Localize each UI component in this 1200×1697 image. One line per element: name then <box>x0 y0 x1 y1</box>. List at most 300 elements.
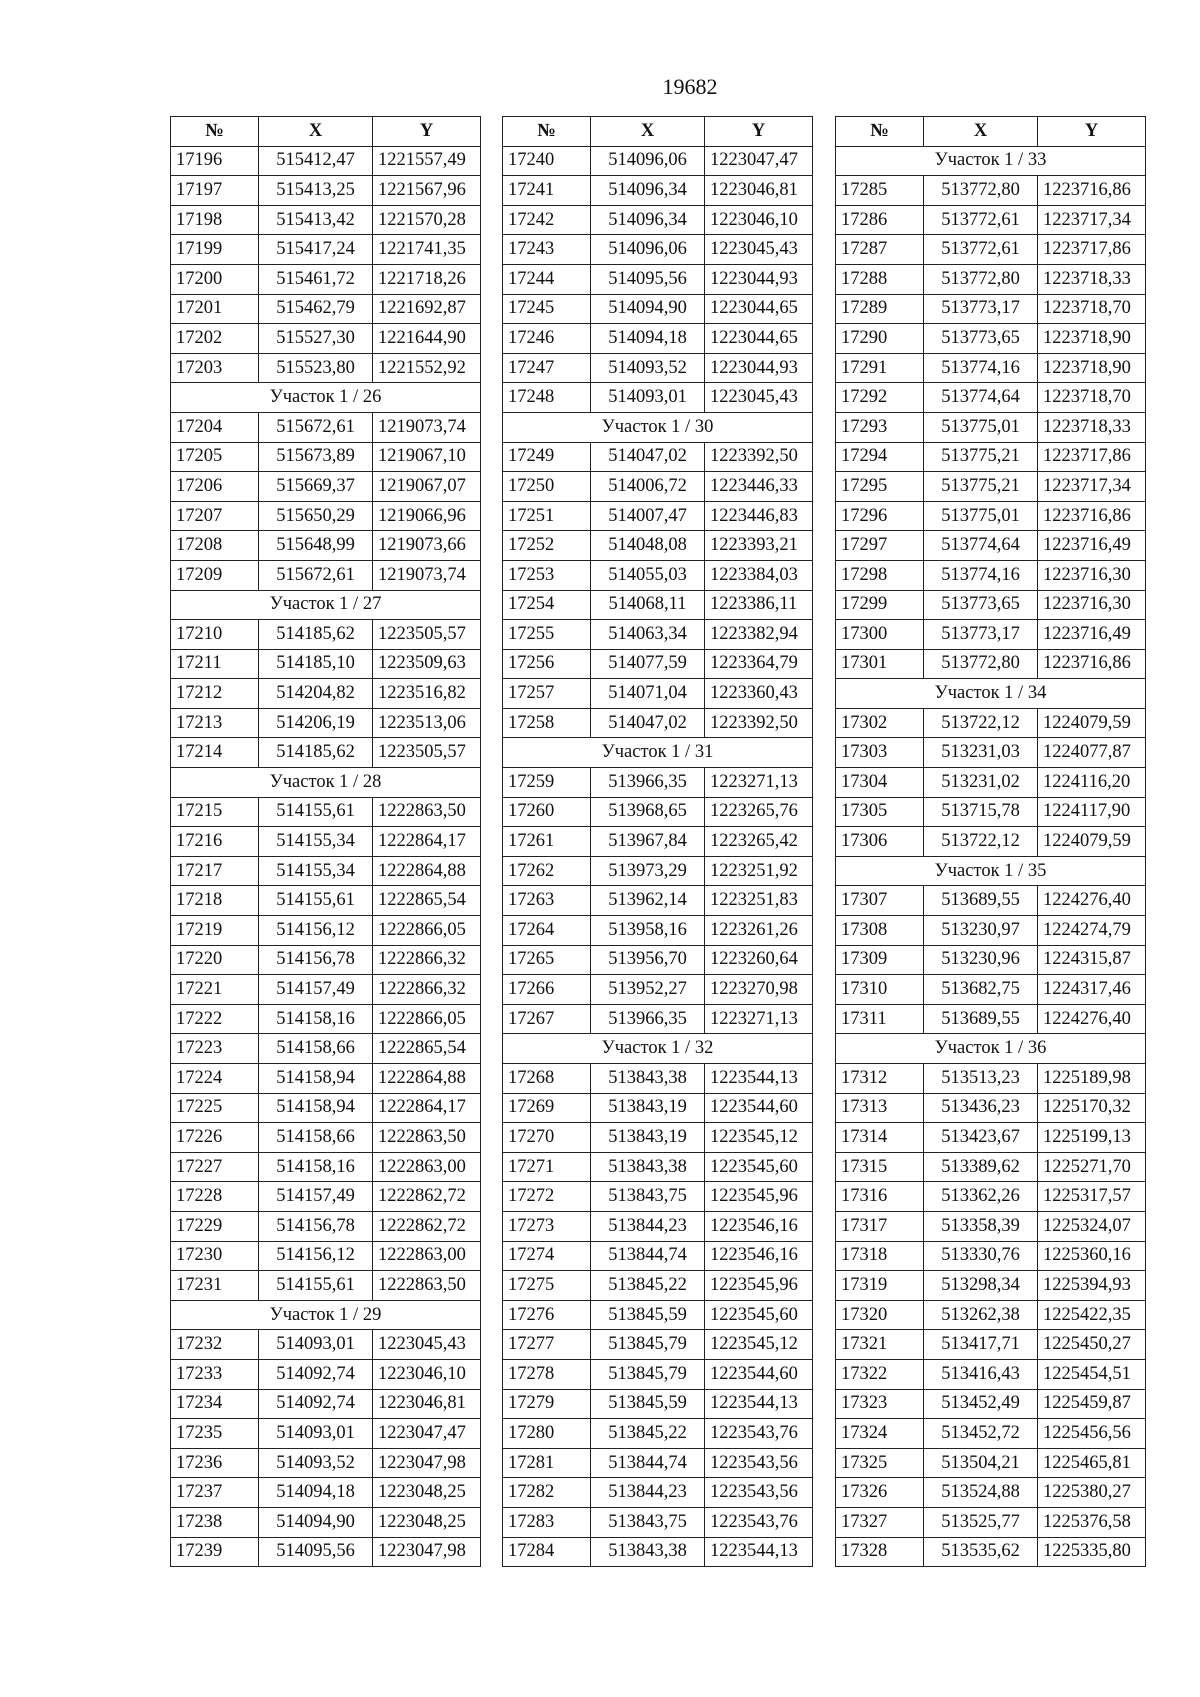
table-row <box>171 146 481 176</box>
table-row <box>503 324 813 354</box>
section-title: Участок 1 / 28 <box>171 768 481 798</box>
point-number-cell: 17252 <box>503 531 591 561</box>
table-row <box>171 472 481 502</box>
y-coordinate-cell: 1223364,79 <box>705 649 813 679</box>
page-number: 19682 <box>662 74 718 99</box>
x-coordinate-cell: 514158,16 <box>259 1152 373 1182</box>
point-number-cell: 17265 <box>503 945 591 975</box>
point-number-cell: 17227 <box>171 1152 259 1182</box>
table-row <box>836 1507 1146 1537</box>
x-coordinate-cell: 514006,72 <box>591 472 705 502</box>
point-number-cell: 17213 <box>171 708 259 738</box>
x-coordinate-cell: 514096,06 <box>591 235 705 265</box>
y-coordinate-cell: 1223382,94 <box>705 620 813 650</box>
x-coordinate-cell: 514156,78 <box>259 1211 373 1241</box>
point-number-cell: 17283 <box>503 1507 591 1537</box>
x-coordinate-cell: 515413,25 <box>259 176 373 206</box>
x-coordinate-cell: 513966,35 <box>591 1004 705 1034</box>
point-number-cell: 17256 <box>503 649 591 679</box>
x-coordinate-cell: 513416,43 <box>924 1359 1038 1389</box>
x-coordinate-cell: 514158,94 <box>259 1093 373 1123</box>
point-number-cell: 17228 <box>171 1182 259 1212</box>
x-coordinate-cell: 514068,11 <box>591 590 705 620</box>
point-number-cell: 17240 <box>503 146 591 176</box>
x-coordinate-cell: 513844,23 <box>591 1211 705 1241</box>
x-coordinate-cell: 513843,38 <box>591 1064 705 1094</box>
table-row <box>836 205 1146 235</box>
point-number-cell: 17270 <box>503 1123 591 1153</box>
y-coordinate-cell: 1223718,33 <box>1038 412 1146 442</box>
point-number-cell: 17284 <box>503 1537 591 1567</box>
header-y: Y <box>1038 117 1146 147</box>
table-row <box>503 442 813 472</box>
coordinates-table-2 <box>502 116 813 1567</box>
point-number-cell: 17234 <box>171 1389 259 1419</box>
x-coordinate-cell: 513845,59 <box>591 1300 705 1330</box>
x-coordinate-cell: 513844,74 <box>591 1241 705 1271</box>
y-coordinate-cell: 1223271,13 <box>705 768 813 798</box>
table-row <box>836 1241 1146 1271</box>
y-coordinate-cell: 1224315,87 <box>1038 945 1146 975</box>
x-coordinate-cell: 513772,80 <box>924 264 1038 294</box>
table-row <box>503 264 813 294</box>
point-number-cell: 17202 <box>171 324 259 354</box>
table-row <box>836 235 1146 265</box>
x-coordinate-cell: 514094,18 <box>259 1478 373 1508</box>
point-number-cell: 17282 <box>503 1478 591 1508</box>
table-row <box>503 146 813 176</box>
point-number-cell: 17267 <box>503 1004 591 1034</box>
y-coordinate-cell: 1222862,72 <box>373 1182 481 1212</box>
point-number-cell: 17268 <box>503 1064 591 1094</box>
x-coordinate-cell: 514007,47 <box>591 501 705 531</box>
point-number-cell: 17275 <box>503 1271 591 1301</box>
y-coordinate-cell: 1222866,32 <box>373 975 481 1005</box>
point-number-cell: 17301 <box>836 649 924 679</box>
y-coordinate-cell: 1223716,49 <box>1038 620 1146 650</box>
table-row <box>171 205 481 235</box>
y-coordinate-cell: 1224276,40 <box>1038 886 1146 916</box>
x-coordinate-cell: 514096,34 <box>591 176 705 206</box>
table-row <box>171 1330 481 1360</box>
x-coordinate-cell: 513845,59 <box>591 1389 705 1419</box>
table-row <box>836 1389 1146 1419</box>
point-number-cell: 17211 <box>171 649 259 679</box>
point-number-cell: 17257 <box>503 679 591 709</box>
x-coordinate-cell: 514094,18 <box>591 324 705 354</box>
x-coordinate-cell: 515417,24 <box>259 235 373 265</box>
table-row <box>836 1271 1146 1301</box>
x-coordinate-cell: 514158,94 <box>259 1064 373 1094</box>
table-row <box>171 975 481 1005</box>
point-number-cell: 17311 <box>836 1004 924 1034</box>
y-coordinate-cell: 1224079,59 <box>1038 827 1146 857</box>
y-coordinate-cell: 1225450,27 <box>1038 1330 1146 1360</box>
y-coordinate-cell: 1223048,25 <box>373 1507 481 1537</box>
x-coordinate-cell: 513774,16 <box>924 353 1038 383</box>
x-coordinate-cell: 514185,10 <box>259 649 373 679</box>
x-coordinate-cell: 513504,21 <box>924 1448 1038 1478</box>
point-number-cell: 17261 <box>503 827 591 857</box>
table-row <box>171 738 481 768</box>
y-coordinate-cell: 1222862,72 <box>373 1211 481 1241</box>
section-title: Участок 1 / 27 <box>171 590 481 620</box>
table-row <box>836 472 1146 502</box>
table-row <box>836 294 1146 324</box>
y-coordinate-cell: 1219073,74 <box>373 412 481 442</box>
y-coordinate-cell: 1222865,54 <box>373 886 481 916</box>
point-number-cell: 17299 <box>836 590 924 620</box>
table-row <box>171 1241 481 1271</box>
y-coordinate-cell: 1222864,17 <box>373 1093 481 1123</box>
y-coordinate-cell: 1225360,16 <box>1038 1241 1146 1271</box>
table-row <box>171 294 481 324</box>
section-row <box>171 1300 481 1330</box>
point-number-cell: 17298 <box>836 560 924 590</box>
point-number-cell: 17200 <box>171 264 259 294</box>
table-row <box>171 797 481 827</box>
table-row <box>836 1093 1146 1123</box>
point-number-cell: 17250 <box>503 472 591 502</box>
section-title: Участок 1 / 26 <box>171 383 481 413</box>
x-coordinate-cell: 513772,80 <box>924 649 1038 679</box>
table-header-row <box>836 117 1146 147</box>
table-row <box>503 1241 813 1271</box>
y-coordinate-cell: 1224117,90 <box>1038 797 1146 827</box>
point-number-cell: 17220 <box>171 945 259 975</box>
section-title: Участок 1 / 29 <box>171 1300 481 1330</box>
y-coordinate-cell: 1223251,83 <box>705 886 813 916</box>
table-row <box>836 797 1146 827</box>
point-number-cell: 17313 <box>836 1093 924 1123</box>
table-row <box>836 264 1146 294</box>
y-coordinate-cell: 1225376,58 <box>1038 1507 1146 1537</box>
table-row <box>171 412 481 442</box>
point-number-cell: 17279 <box>503 1389 591 1419</box>
header-num: № <box>171 117 259 147</box>
y-coordinate-cell: 1222863,50 <box>373 1271 481 1301</box>
y-coordinate-cell: 1221570,28 <box>373 205 481 235</box>
y-coordinate-cell: 1223716,86 <box>1038 649 1146 679</box>
table-row <box>503 531 813 561</box>
y-coordinate-cell: 1225317,57 <box>1038 1182 1146 1212</box>
point-number-cell: 17197 <box>171 176 259 206</box>
table-row <box>836 1537 1146 1567</box>
x-coordinate-cell: 513958,16 <box>591 916 705 946</box>
y-coordinate-cell: 1223544,13 <box>705 1389 813 1419</box>
y-coordinate-cell: 1222863,00 <box>373 1241 481 1271</box>
table-header-row <box>503 117 813 147</box>
y-coordinate-cell: 1223044,65 <box>705 294 813 324</box>
point-number-cell: 17273 <box>503 1211 591 1241</box>
y-coordinate-cell: 1222866,32 <box>373 945 481 975</box>
x-coordinate-cell: 513231,02 <box>924 768 1038 798</box>
x-coordinate-cell: 514158,16 <box>259 1004 373 1034</box>
y-coordinate-cell: 1223047,98 <box>373 1537 481 1567</box>
point-number-cell: 17258 <box>503 708 591 738</box>
y-coordinate-cell: 1223543,56 <box>705 1478 813 1508</box>
x-coordinate-cell: 514093,01 <box>259 1419 373 1449</box>
table-row <box>503 294 813 324</box>
x-coordinate-cell: 513843,75 <box>591 1182 705 1212</box>
x-coordinate-cell: 513967,84 <box>591 827 705 857</box>
table-row <box>503 916 813 946</box>
x-coordinate-cell: 513773,17 <box>924 620 1038 650</box>
point-number-cell: 17281 <box>503 1448 591 1478</box>
table-row <box>836 945 1146 975</box>
x-coordinate-cell: 515413,42 <box>259 205 373 235</box>
point-number-cell: 17208 <box>171 531 259 561</box>
x-coordinate-cell: 514155,34 <box>259 827 373 857</box>
x-coordinate-cell: 513968,65 <box>591 797 705 827</box>
section-title: Участок 1 / 33 <box>836 146 1146 176</box>
point-number-cell: 17312 <box>836 1064 924 1094</box>
table-row <box>171 442 481 472</box>
point-number-cell: 17225 <box>171 1093 259 1123</box>
point-number-cell: 17290 <box>836 324 924 354</box>
x-coordinate-cell: 515461,72 <box>259 264 373 294</box>
y-coordinate-cell: 1223044,93 <box>705 264 813 294</box>
x-coordinate-cell: 515669,37 <box>259 472 373 502</box>
y-coordinate-cell: 1223544,13 <box>705 1537 813 1567</box>
point-number-cell: 17236 <box>171 1448 259 1478</box>
x-coordinate-cell: 514071,04 <box>591 679 705 709</box>
table-row <box>171 1211 481 1241</box>
table-row <box>503 1300 813 1330</box>
y-coordinate-cell: 1221557,49 <box>373 146 481 176</box>
y-coordinate-cell: 1221552,92 <box>373 353 481 383</box>
point-number-cell: 17264 <box>503 916 591 946</box>
point-number-cell: 17295 <box>836 472 924 502</box>
x-coordinate-cell: 513843,75 <box>591 1507 705 1537</box>
y-coordinate-cell: 1223393,21 <box>705 531 813 561</box>
point-number-cell: 17209 <box>171 560 259 590</box>
x-coordinate-cell: 513423,67 <box>924 1123 1038 1153</box>
table-row <box>171 560 481 590</box>
table-row <box>171 679 481 709</box>
y-coordinate-cell: 1223545,60 <box>705 1152 813 1182</box>
point-number-cell: 17272 <box>503 1182 591 1212</box>
y-coordinate-cell: 1223386,11 <box>705 590 813 620</box>
x-coordinate-cell: 513843,38 <box>591 1152 705 1182</box>
y-coordinate-cell: 1223716,30 <box>1038 590 1146 620</box>
table-row <box>171 1093 481 1123</box>
x-coordinate-cell: 513843,38 <box>591 1537 705 1567</box>
table-row <box>836 1152 1146 1182</box>
x-coordinate-cell: 514047,02 <box>591 708 705 738</box>
header-y: Y <box>705 117 813 147</box>
table-row <box>503 472 813 502</box>
point-number-cell: 17253 <box>503 560 591 590</box>
x-coordinate-cell: 513952,27 <box>591 975 705 1005</box>
y-coordinate-cell: 1222865,54 <box>373 1034 481 1064</box>
y-coordinate-cell: 1223545,12 <box>705 1330 813 1360</box>
point-number-cell: 17315 <box>836 1152 924 1182</box>
y-coordinate-cell: 1221567,96 <box>373 176 481 206</box>
point-number-cell: 17325 <box>836 1448 924 1478</box>
x-coordinate-cell: 513715,78 <box>924 797 1038 827</box>
point-number-cell: 17316 <box>836 1182 924 1212</box>
y-coordinate-cell: 1223543,76 <box>705 1419 813 1449</box>
header-x: X <box>591 117 705 147</box>
table-row <box>503 975 813 1005</box>
table-row <box>836 442 1146 472</box>
point-number-cell: 17291 <box>836 353 924 383</box>
table-row <box>836 1182 1146 1212</box>
x-coordinate-cell: 514093,52 <box>259 1448 373 1478</box>
point-number-cell: 17308 <box>836 916 924 946</box>
y-coordinate-cell: 1223270,98 <box>705 975 813 1005</box>
x-coordinate-cell: 513775,01 <box>924 501 1038 531</box>
y-coordinate-cell: 1224276,40 <box>1038 1004 1146 1034</box>
y-coordinate-cell: 1223543,76 <box>705 1507 813 1537</box>
table-row <box>503 827 813 857</box>
y-coordinate-cell: 1223546,16 <box>705 1211 813 1241</box>
table-row <box>171 649 481 679</box>
point-number-cell: 17232 <box>171 1330 259 1360</box>
x-coordinate-cell: 515412,47 <box>259 146 373 176</box>
table-row <box>836 1123 1146 1153</box>
table-row <box>836 560 1146 590</box>
point-number-cell: 17239 <box>171 1537 259 1567</box>
y-coordinate-cell: 1219066,96 <box>373 501 481 531</box>
table-row <box>171 886 481 916</box>
point-number-cell: 17255 <box>503 620 591 650</box>
y-coordinate-cell: 1223044,65 <box>705 324 813 354</box>
section-row <box>503 738 813 768</box>
table-row <box>171 1064 481 1094</box>
table-row <box>171 856 481 886</box>
x-coordinate-cell: 514157,49 <box>259 1182 373 1212</box>
table-row <box>836 324 1146 354</box>
x-coordinate-cell: 515523,80 <box>259 353 373 383</box>
point-number-cell: 17247 <box>503 353 591 383</box>
y-coordinate-cell: 1223045,43 <box>373 1330 481 1360</box>
table-row <box>836 590 1146 620</box>
x-coordinate-cell: 513844,74 <box>591 1448 705 1478</box>
point-number-cell: 17249 <box>503 442 591 472</box>
table-row <box>836 975 1146 1005</box>
point-number-cell: 17263 <box>503 886 591 916</box>
x-coordinate-cell: 514095,56 <box>259 1537 373 1567</box>
section-row <box>836 679 1146 709</box>
x-coordinate-cell: 514093,01 <box>259 1330 373 1360</box>
point-number-cell: 17318 <box>836 1241 924 1271</box>
point-number-cell: 17289 <box>836 294 924 324</box>
table-row <box>171 916 481 946</box>
y-coordinate-cell: 1223045,43 <box>705 383 813 413</box>
y-coordinate-cell: 1223717,86 <box>1038 235 1146 265</box>
x-coordinate-cell: 513962,14 <box>591 886 705 916</box>
point-number-cell: 17303 <box>836 738 924 768</box>
table-row <box>836 886 1146 916</box>
point-number-cell: 17288 <box>836 264 924 294</box>
x-coordinate-cell: 513973,29 <box>591 856 705 886</box>
x-coordinate-cell: 514155,61 <box>259 886 373 916</box>
y-coordinate-cell: 1223271,13 <box>705 1004 813 1034</box>
point-number-cell: 17254 <box>503 590 591 620</box>
y-coordinate-cell: 1223545,96 <box>705 1182 813 1212</box>
y-coordinate-cell: 1225465,81 <box>1038 1448 1146 1478</box>
table-row <box>503 1182 813 1212</box>
coordinates-table-3 <box>835 116 1146 1567</box>
table-row <box>503 1507 813 1537</box>
table-row <box>171 1004 481 1034</box>
table-row <box>503 1448 813 1478</box>
table-row <box>836 827 1146 857</box>
y-coordinate-cell: 1219067,07 <box>373 472 481 502</box>
y-coordinate-cell: 1221741,35 <box>373 235 481 265</box>
y-coordinate-cell: 1223046,10 <box>373 1359 481 1389</box>
x-coordinate-cell: 513231,03 <box>924 738 1038 768</box>
point-number-cell: 17266 <box>503 975 591 1005</box>
y-coordinate-cell: 1223047,47 <box>373 1419 481 1449</box>
table-row <box>171 264 481 294</box>
table-row <box>503 590 813 620</box>
x-coordinate-cell: 513362,26 <box>924 1182 1038 1212</box>
table-row <box>503 176 813 206</box>
point-number-cell: 17271 <box>503 1152 591 1182</box>
x-coordinate-cell: 514048,08 <box>591 531 705 561</box>
y-coordinate-cell: 1225459,87 <box>1038 1389 1146 1419</box>
point-number-cell: 17321 <box>836 1330 924 1360</box>
y-coordinate-cell: 1225271,70 <box>1038 1152 1146 1182</box>
table-row <box>171 1359 481 1389</box>
x-coordinate-cell: 514156,78 <box>259 945 373 975</box>
x-coordinate-cell: 513966,35 <box>591 768 705 798</box>
y-coordinate-cell: 1223509,63 <box>373 649 481 679</box>
table-row <box>503 1093 813 1123</box>
y-coordinate-cell: 1223260,64 <box>705 945 813 975</box>
y-coordinate-cell: 1222863,50 <box>373 1123 481 1153</box>
point-number-cell: 17326 <box>836 1478 924 1508</box>
table-row <box>503 1211 813 1241</box>
point-number-cell: 17204 <box>171 412 259 442</box>
y-coordinate-cell: 1223718,90 <box>1038 324 1146 354</box>
y-coordinate-cell: 1223513,06 <box>373 708 481 738</box>
x-coordinate-cell: 514096,06 <box>591 146 705 176</box>
y-coordinate-cell: 1223544,13 <box>705 1064 813 1094</box>
table-row <box>503 1359 813 1389</box>
point-number-cell: 17260 <box>503 797 591 827</box>
x-coordinate-cell: 514157,49 <box>259 975 373 1005</box>
y-coordinate-cell: 1222863,50 <box>373 797 481 827</box>
point-number-cell: 17322 <box>836 1359 924 1389</box>
section-row <box>171 383 481 413</box>
table-header-row <box>171 117 481 147</box>
y-coordinate-cell: 1225199,13 <box>1038 1123 1146 1153</box>
point-number-cell: 17196 <box>171 146 259 176</box>
table-row <box>836 1330 1146 1360</box>
table-row <box>171 945 481 975</box>
x-coordinate-cell: 513524,88 <box>924 1478 1038 1508</box>
y-coordinate-cell: 1222863,00 <box>373 1152 481 1182</box>
x-coordinate-cell: 514094,90 <box>259 1507 373 1537</box>
y-coordinate-cell: 1223718,70 <box>1038 294 1146 324</box>
y-coordinate-cell: 1223545,60 <box>705 1300 813 1330</box>
x-coordinate-cell: 514096,34 <box>591 205 705 235</box>
point-number-cell: 17304 <box>836 768 924 798</box>
point-number-cell: 17237 <box>171 1478 259 1508</box>
point-number-cell: 17210 <box>171 620 259 650</box>
point-number-cell: 17243 <box>503 235 591 265</box>
point-number-cell: 17293 <box>836 412 924 442</box>
point-number-cell: 17320 <box>836 1300 924 1330</box>
table-row <box>503 383 813 413</box>
point-number-cell: 17233 <box>171 1359 259 1389</box>
x-coordinate-cell: 514204,82 <box>259 679 373 709</box>
point-number-cell: 17217 <box>171 856 259 886</box>
